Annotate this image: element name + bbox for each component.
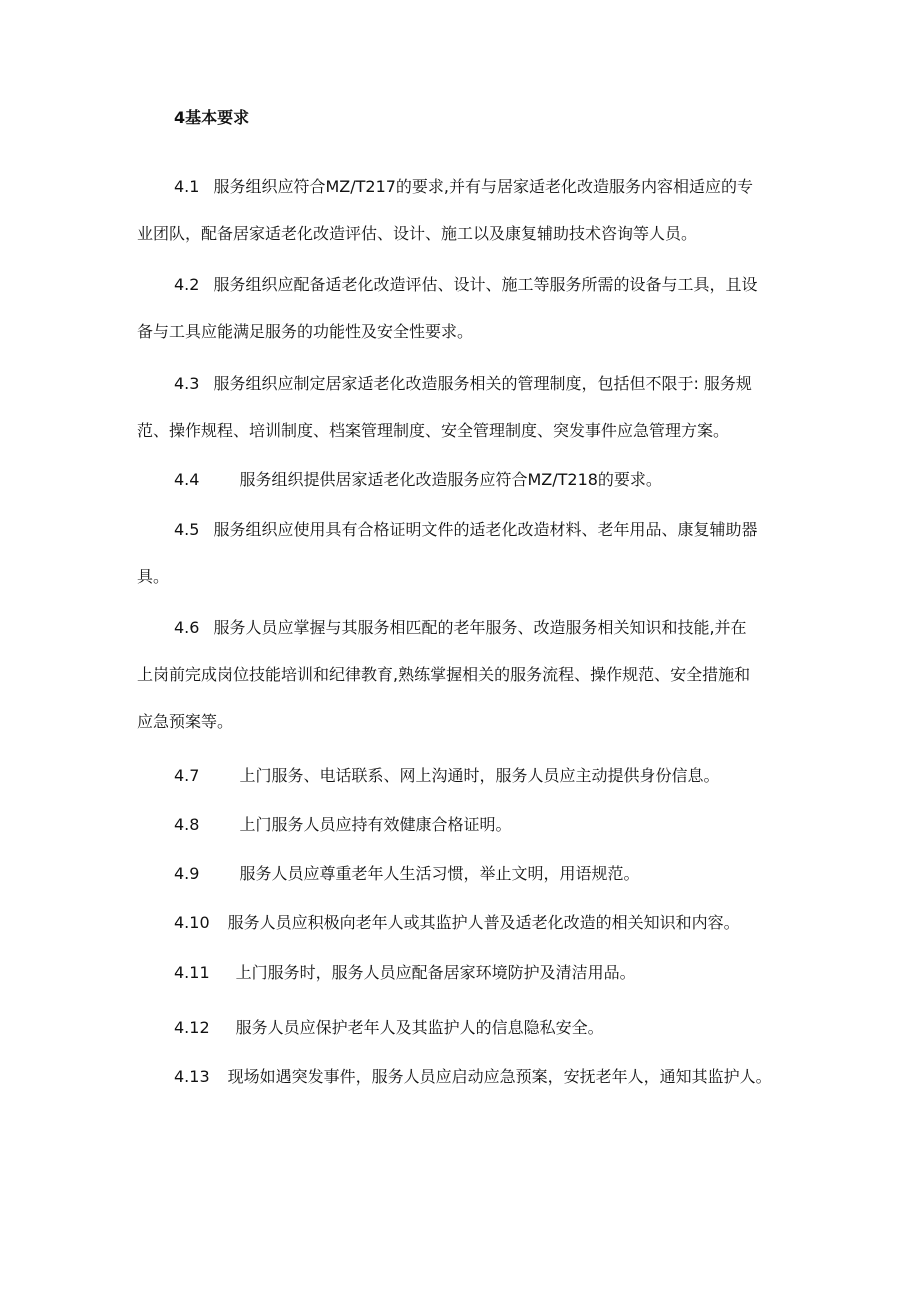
clause-number: 4.13 bbox=[174, 1067, 210, 1086]
clause-text: 上门服务人员应持有效健康合格证明。 bbox=[239, 815, 512, 834]
section-heading: 4基本要求 bbox=[174, 108, 250, 127]
clause-text: 上门服务时，服务人员应配备居家环境防护及清洁用品。 bbox=[235, 963, 636, 982]
clause-text: 服务组织应制定居家适老化改造服务相关的管理制度，包括但不限于: 服务规 bbox=[213, 374, 752, 393]
clause-4-9 bbox=[137, 862, 789, 886]
clause-number: 4.8 bbox=[174, 815, 200, 834]
clause-number: 4.3 bbox=[174, 374, 200, 393]
clause-text: 服务组织应使用具有合格证明文件的适老化改造材料、老年用品、康复辅助器 bbox=[213, 520, 758, 539]
clause-text: 服务人员应尊重老年人生活习惯，举止文明，用语规范。 bbox=[239, 864, 640, 883]
clause-text: 服务组织提供居家适老化改造服务应符合MZ/T218的要求。 bbox=[239, 470, 662, 489]
clause-4-2 bbox=[137, 273, 789, 344]
clause-text: 上岗前完成岗位技能培训和纪律教育,熟练掌握相关的服务流程、操作规范、安全措施和 bbox=[137, 665, 751, 684]
clause-number: 4.1 bbox=[174, 177, 200, 196]
clause-text: 服务人员应积极向老年人或其监护人普及适老化改造的相关知识和内容。 bbox=[227, 913, 740, 932]
clause-4-12 bbox=[137, 1016, 789, 1040]
clause-4-4 bbox=[137, 468, 789, 492]
clause-number: 4.9 bbox=[174, 864, 200, 883]
clause-4-7 bbox=[137, 764, 789, 788]
clause-number: 4.12 bbox=[174, 1018, 210, 1037]
clause-text: 服务人员应掌握与其服务相匹配的老年服务、改造服务相关知识和技能,并在 bbox=[213, 618, 747, 637]
clause-text: 备与工具应能满足服务的功能性及安全性要求。 bbox=[137, 322, 474, 341]
clause-4-13 bbox=[137, 1065, 789, 1089]
clause-number: 4.7 bbox=[174, 766, 200, 785]
clause-4-6 bbox=[137, 616, 789, 734]
clause-number: 4.6 bbox=[174, 618, 200, 637]
clause-text: 现场如遇突发事件，服务人员应启动应急预案，安抚老年人，通知其监护人。 bbox=[227, 1067, 772, 1086]
clause-4-5 bbox=[137, 518, 789, 589]
clause-number: 4.11 bbox=[174, 963, 210, 982]
clause-text: 服务人员应保护老年人及其监护人的信息隐私安全。 bbox=[235, 1018, 604, 1037]
clause-number: 4.10 bbox=[174, 913, 210, 932]
clause-text: 服务组织应配备适老化改造评估、设计、施工等服务所需的设备与工具，且设 bbox=[213, 275, 758, 294]
clause-text: 应急预案等。 bbox=[137, 712, 234, 731]
clause-text: 上门服务、电话联系、网上沟通时，服务人员应主动提供身份信息。 bbox=[239, 766, 720, 785]
clause-4-3 bbox=[137, 372, 789, 443]
clause-text: 具。 bbox=[137, 567, 170, 586]
clause-number: 4.5 bbox=[174, 520, 200, 539]
clause-4-1 bbox=[137, 175, 789, 246]
clause-number: 4.2 bbox=[174, 275, 200, 294]
clause-4-8 bbox=[137, 813, 789, 837]
clause-text: 范、操作规程、培训制度、档案管理制度、安全管理制度、突发事件应急管理方案。 bbox=[137, 421, 730, 440]
clause-4-10 bbox=[137, 911, 789, 935]
clause-4-11 bbox=[137, 961, 789, 985]
clause-number: 4.4 bbox=[174, 470, 200, 489]
clause-text: 业团队，配备居家适老化改造评估、设计、施工以及康复辅助技术咨询等人员。 bbox=[137, 224, 698, 243]
clause-text: 服务组织应符合MZ/T217的要求,并有与居家适老化改造服务内容相适应的专 bbox=[213, 177, 754, 196]
